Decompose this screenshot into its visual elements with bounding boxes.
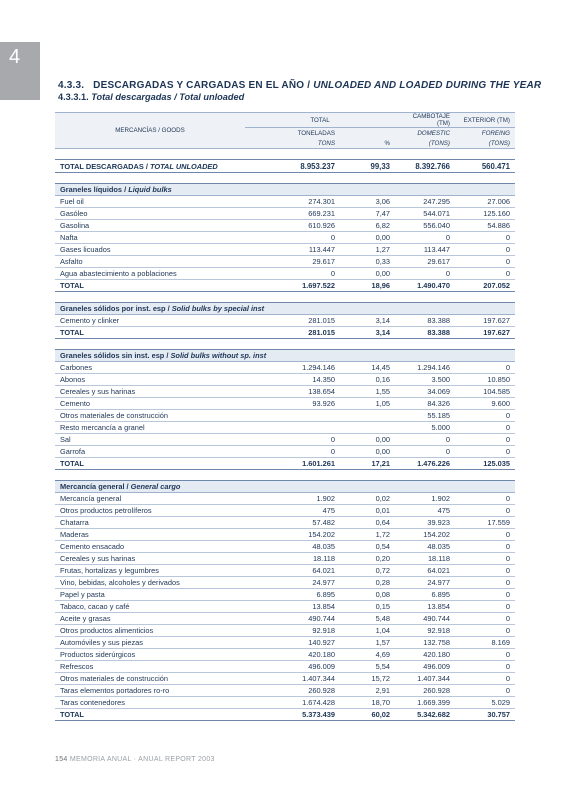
cell-goods: Aceite y grasas	[55, 613, 245, 625]
cell-tons: 490.744	[245, 613, 340, 625]
subtitle-separator: /	[174, 92, 177, 102]
section-header: Graneles sólidos por inst. esp / Solid bulks by special inst	[55, 303, 515, 315]
cell-tons: 113.447	[245, 244, 340, 256]
section-total-row	[55, 327, 515, 339]
table-row	[55, 268, 515, 280]
table-row	[55, 386, 515, 398]
cell-domestic: 475	[395, 505, 455, 517]
cell-domestic: 5.000	[395, 422, 455, 434]
cell-domestic: 154.202	[395, 529, 455, 541]
table-row	[55, 505, 515, 517]
cell-goods: Tabaco, cacao y café	[55, 601, 245, 613]
total-tons: 281.015	[245, 327, 340, 339]
cell-pct: 6,82	[340, 220, 395, 232]
cell-goods: Resto mercancía a granel	[55, 422, 245, 434]
cell-pct: 18,70	[340, 697, 395, 709]
section-total-row	[55, 280, 515, 292]
cell-pct: 5,54	[340, 661, 395, 673]
cell-goods: Cereales y sus harinas	[55, 386, 245, 398]
cell-pct: 5,48	[340, 613, 395, 625]
total-foreign: 30.757	[455, 709, 515, 721]
cell-foreign: 0	[455, 244, 515, 256]
cell-foreign: 8.169	[455, 637, 515, 649]
cell-domestic: 39.923	[395, 517, 455, 529]
cell-pct: 1,55	[340, 386, 395, 398]
cell-goods: Cemento y clinker	[55, 315, 245, 327]
total-label: TOTAL	[55, 458, 245, 470]
cell-foreign: 104.585	[455, 386, 515, 398]
cell-domestic: 132.758	[395, 637, 455, 649]
cell-tons: 475	[245, 505, 340, 517]
cell-foreign: 0	[455, 422, 515, 434]
cell-goods: Frutas, hortalizas y legumbres	[55, 565, 245, 577]
cell-tons: 0	[245, 434, 340, 446]
cell-foreign: 0	[455, 268, 515, 280]
table-row	[55, 625, 515, 637]
cell-domestic: 64.021	[395, 565, 455, 577]
cell-goods: Fuel oil	[55, 196, 245, 208]
section-header-row	[55, 481, 515, 493]
total-domestic: 5.342.682	[395, 709, 455, 721]
cell-tons: 260.928	[245, 685, 340, 697]
total-pct: 17,21	[340, 458, 395, 470]
cell-foreign: 54.886	[455, 220, 515, 232]
table-row	[55, 196, 515, 208]
cell-foreign: 197.627	[455, 315, 515, 327]
subtitle-es: Total descargadas	[91, 92, 172, 102]
cell-domestic: 247.295	[395, 196, 455, 208]
cell-pct: 1,72	[340, 529, 395, 541]
cell-goods: Cemento ensacado	[55, 541, 245, 553]
cell-tons: 64.021	[245, 565, 340, 577]
cell-domestic: 260.928	[395, 685, 455, 697]
cell-goods: Taras contenedores	[55, 697, 245, 709]
section-total-row	[55, 458, 515, 470]
cell-pct: 0,20	[340, 553, 395, 565]
title-es: DESCARGADAS Y CARGADAS EN EL AÑO	[93, 80, 305, 91]
table-row	[55, 613, 515, 625]
total-pct: 60,02	[340, 709, 395, 721]
subtitle-number: 4.3.3.1.	[58, 92, 89, 102]
table-row	[55, 517, 515, 529]
cell-pct: 0,08	[340, 589, 395, 601]
toneladas-header: TONELADAS	[245, 128, 340, 139]
cell-foreign: 0	[455, 529, 515, 541]
footer-text: MEMORIA ANUAL · ANUAL REPORT 2003	[69, 756, 215, 763]
cell-tons: 1.407.344	[245, 673, 340, 685]
cell-foreign: 5.029	[455, 697, 515, 709]
section-title	[58, 80, 542, 91]
cell-pct: 15,72	[340, 673, 395, 685]
cell-domestic: 544.071	[395, 208, 455, 220]
total-domestic: 1.490.470	[395, 280, 455, 292]
exterior-header: EXTERIOR (TM)	[455, 113, 515, 128]
table-row	[55, 541, 515, 553]
cell-tons: 154.202	[245, 529, 340, 541]
cell-foreign: 0	[455, 232, 515, 244]
cell-domestic: 84.326	[395, 398, 455, 410]
cell-tons: 6.895	[245, 589, 340, 601]
cell-domestic: 6.895	[395, 589, 455, 601]
cell-tons: 57.482	[245, 517, 340, 529]
cell-tons: 138.654	[245, 386, 340, 398]
table-row	[55, 315, 515, 327]
cell-tons: 14.350	[245, 374, 340, 386]
cell-goods: Vino, bebidas, alcoholes y derivados	[55, 577, 245, 589]
cell-foreign: 0	[455, 625, 515, 637]
cell-tons: 0	[245, 268, 340, 280]
cell-goods: Taras elementos portadores ro-ro	[55, 685, 245, 697]
total-domestic: 1.476.226	[395, 458, 455, 470]
cell-pct: 3,06	[340, 196, 395, 208]
cell-goods: Garrofa	[55, 446, 245, 458]
cell-goods: Automóviles y sus piezas	[55, 637, 245, 649]
cell-pct: 1,05	[340, 398, 395, 410]
cabotaje-header: CAMBOTAJE (TM)	[395, 113, 455, 128]
cell-pct: 4,69	[340, 649, 395, 661]
cell-goods: Agua abastecimiento a poblaciones	[55, 268, 245, 280]
grand-total-row	[55, 160, 515, 173]
table-row	[55, 601, 515, 613]
table-row	[55, 577, 515, 589]
cell-goods: Asfalto	[55, 256, 245, 268]
section-header: Graneles sólidos sin inst. esp / Solid bulks without sp. inst	[55, 350, 515, 362]
header-row-top	[55, 113, 515, 128]
cell-tons: 92.918	[245, 625, 340, 637]
grand-total-domestic: 8.392.766	[395, 160, 455, 173]
cell-domestic: 83.388	[395, 315, 455, 327]
cell-tons: 0	[245, 446, 340, 458]
table-row	[55, 422, 515, 434]
cell-goods: Nafta	[55, 232, 245, 244]
cell-domestic: 496.009	[395, 661, 455, 673]
cell-pct: 0,00	[340, 268, 395, 280]
cell-domestic: 0	[395, 434, 455, 446]
cell-tons: 669.231	[245, 208, 340, 220]
table-row	[55, 685, 515, 697]
cell-goods: Otros productos petrolíferos	[55, 505, 245, 517]
cell-domestic: 1.669.399	[395, 697, 455, 709]
table-row	[55, 220, 515, 232]
cell-tons	[245, 410, 340, 422]
domestic-tons-header: (TONS)	[395, 138, 455, 149]
total-foreign: 207.052	[455, 280, 515, 292]
total-tons: 5.373.439	[245, 709, 340, 721]
cell-tons: 93.926	[245, 398, 340, 410]
cell-pct: 14,45	[340, 362, 395, 374]
cell-pct: 0,15	[340, 601, 395, 613]
section-header: Graneles líquidos / Liquid bulks	[55, 184, 515, 196]
cell-tons: 24.977	[245, 577, 340, 589]
cell-domestic: 1.902	[395, 493, 455, 505]
cell-pct: 2,91	[340, 685, 395, 697]
cell-tons: 13.854	[245, 601, 340, 613]
table-row	[55, 589, 515, 601]
page-footer	[55, 756, 215, 763]
cell-goods: Sal	[55, 434, 245, 446]
cell-goods: Refrescos	[55, 661, 245, 673]
cell-tons: 420.180	[245, 649, 340, 661]
cell-goods: Mercancía general	[55, 493, 245, 505]
total-header: TOTAL	[245, 113, 395, 128]
cell-goods: Gasolina	[55, 220, 245, 232]
cell-goods: Cemento	[55, 398, 245, 410]
cell-domestic: 13.854	[395, 601, 455, 613]
section-header-row	[55, 303, 515, 315]
section-titles	[58, 80, 542, 102]
cell-tons: 140.927	[245, 637, 340, 649]
cell-domestic: 3.500	[395, 374, 455, 386]
cell-domestic: 420.180	[395, 649, 455, 661]
cell-foreign: 0	[455, 434, 515, 446]
cell-foreign: 10.850	[455, 374, 515, 386]
table-row	[55, 362, 515, 374]
cell-pct: 0,02	[340, 493, 395, 505]
cell-domestic: 0	[395, 232, 455, 244]
cell-tons: 29.617	[245, 256, 340, 268]
total-label: TOTAL	[55, 280, 245, 292]
foreing-tons-header: (TONS)	[455, 138, 515, 149]
cell-goods: Chatarra	[55, 517, 245, 529]
cell-goods: Gases licuados	[55, 244, 245, 256]
table-body	[55, 149, 515, 721]
table-row	[55, 398, 515, 410]
cell-domestic: 113.447	[395, 244, 455, 256]
cell-foreign: 0	[455, 685, 515, 697]
cell-tons	[245, 422, 340, 434]
table-row	[55, 661, 515, 673]
grand-total-label: TOTAL DESCARGADAS / TOTAL UNLOADED	[55, 160, 245, 173]
table-row	[55, 529, 515, 541]
cell-tons: 1.902	[245, 493, 340, 505]
cell-foreign: 0	[455, 673, 515, 685]
cell-pct: 0,00	[340, 446, 395, 458]
grand-total-tons: 8.953.237	[245, 160, 340, 173]
cell-tons: 274.301	[245, 196, 340, 208]
goods-header: MERCANCÍAS / GOODS	[55, 113, 245, 149]
table-row	[55, 649, 515, 661]
subtitle-en: Total unloaded	[179, 92, 245, 102]
title-number: 4.3.3.	[58, 80, 85, 91]
cell-domestic: 1.407.344	[395, 673, 455, 685]
table-row	[55, 256, 515, 268]
cell-goods: Otros materiales de construcción	[55, 410, 245, 422]
cell-goods: Otros materiales de construcción	[55, 673, 245, 685]
cell-domestic: 556.040	[395, 220, 455, 232]
cell-foreign: 0	[455, 410, 515, 422]
cell-goods: Carbones	[55, 362, 245, 374]
section-header-row	[55, 184, 515, 196]
table-row	[55, 410, 515, 422]
section-total-row	[55, 709, 515, 721]
cell-foreign: 0	[455, 577, 515, 589]
cell-pct	[340, 422, 395, 434]
cell-foreign: 17.559	[455, 517, 515, 529]
cell-goods: Otros productos alimenticios	[55, 625, 245, 637]
cell-domestic: 55.185	[395, 410, 455, 422]
cell-foreign: 0	[455, 613, 515, 625]
foreing-header: FOREING	[455, 128, 515, 139]
grand-total-pct: 99,33	[340, 160, 395, 173]
table-row	[55, 374, 515, 386]
cell-domestic: 29.617	[395, 256, 455, 268]
cell-foreign: 0	[455, 446, 515, 458]
cell-tons: 610.926	[245, 220, 340, 232]
cell-domestic: 24.977	[395, 577, 455, 589]
section-header-row	[55, 350, 515, 362]
cell-pct: 0,64	[340, 517, 395, 529]
table-row	[55, 244, 515, 256]
cell-foreign: 0	[455, 589, 515, 601]
total-foreign: 125.035	[455, 458, 515, 470]
title-en: UNLOADED AND LOADED DURING THE YEAR	[313, 80, 542, 91]
cell-goods: Maderas	[55, 529, 245, 541]
total-label: TOTAL	[55, 327, 245, 339]
cell-foreign: 0	[455, 256, 515, 268]
cell-goods: Papel y pasta	[55, 589, 245, 601]
table-row	[55, 553, 515, 565]
total-pct: 3,14	[340, 327, 395, 339]
table-row	[55, 232, 515, 244]
cell-domestic: 18.118	[395, 553, 455, 565]
cell-tons: 281.015	[245, 315, 340, 327]
table-row	[55, 493, 515, 505]
cell-pct: 0,28	[340, 577, 395, 589]
domestic-header: DOMESTIC	[395, 128, 455, 139]
cell-domestic: 92.918	[395, 625, 455, 637]
unloaded-table-container	[55, 112, 515, 721]
cell-foreign: 0	[455, 553, 515, 565]
cell-tons: 0	[245, 232, 340, 244]
cell-foreign: 0	[455, 362, 515, 374]
cell-pct: 0,33	[340, 256, 395, 268]
cell-domestic: 490.744	[395, 613, 455, 625]
table-row	[55, 673, 515, 685]
section-header: Mercancía general / General cargo	[55, 481, 515, 493]
cell-pct: 0,16	[340, 374, 395, 386]
cell-foreign: 0	[455, 541, 515, 553]
cell-tons: 496.009	[245, 661, 340, 673]
cell-foreign: 27.006	[455, 196, 515, 208]
tons-header: TONS	[245, 138, 340, 149]
cell-foreign: 0	[455, 493, 515, 505]
cell-foreign: 9.600	[455, 398, 515, 410]
chapter-number: 4	[9, 46, 21, 68]
table-row	[55, 565, 515, 577]
cell-pct: 0,54	[340, 541, 395, 553]
total-tons: 1.697.522	[245, 280, 340, 292]
table-row	[55, 637, 515, 649]
cell-goods: Abonos	[55, 374, 245, 386]
cell-domestic: 48.035	[395, 541, 455, 553]
cell-foreign: 0	[455, 505, 515, 517]
cell-tons: 1.294.146	[245, 362, 340, 374]
cell-foreign: 0	[455, 649, 515, 661]
section-subtitle	[58, 92, 518, 102]
cell-tons: 48.035	[245, 541, 340, 553]
total-pct: 18,96	[340, 280, 395, 292]
cell-foreign: 125.160	[455, 208, 515, 220]
cell-foreign: 0	[455, 565, 515, 577]
title-separator: /	[307, 80, 311, 91]
cell-goods: Gasóleo	[55, 208, 245, 220]
total-tons: 1.601.261	[245, 458, 340, 470]
total-domestic: 83.388	[395, 327, 455, 339]
page-number: 154	[55, 756, 68, 763]
cell-pct: 7,47	[340, 208, 395, 220]
cell-tons: 1.674.428	[245, 697, 340, 709]
total-foreign: 197.627	[455, 327, 515, 339]
cell-pct: 1,27	[340, 244, 395, 256]
cell-domestic: 0	[395, 446, 455, 458]
cell-domestic: 1.294.146	[395, 362, 455, 374]
cell-goods: Productos siderúrgicos	[55, 649, 245, 661]
table-row	[55, 446, 515, 458]
cell-pct: 0,01	[340, 505, 395, 517]
cell-pct	[340, 410, 395, 422]
table-row	[55, 208, 515, 220]
cell-tons: 18.118	[245, 553, 340, 565]
cell-domestic: 34.069	[395, 386, 455, 398]
table-row	[55, 697, 515, 709]
cell-pct: 0,00	[340, 232, 395, 244]
chapter-tab	[0, 42, 40, 100]
table-row	[55, 434, 515, 446]
cell-domestic: 0	[395, 268, 455, 280]
cell-pct: 1,57	[340, 637, 395, 649]
cell-pct: 0,72	[340, 565, 395, 577]
cell-pct: 3,14	[340, 315, 395, 327]
percent-header: %	[340, 138, 395, 149]
unloaded-table	[55, 112, 515, 721]
total-label: TOTAL	[55, 709, 245, 721]
cell-pct: 0,00	[340, 434, 395, 446]
cell-goods: Cereales y sus harinas	[55, 553, 245, 565]
cell-foreign: 0	[455, 601, 515, 613]
grand-total-foreign: 560.471	[455, 160, 515, 173]
cell-foreign: 0	[455, 661, 515, 673]
cell-pct: 1,04	[340, 625, 395, 637]
